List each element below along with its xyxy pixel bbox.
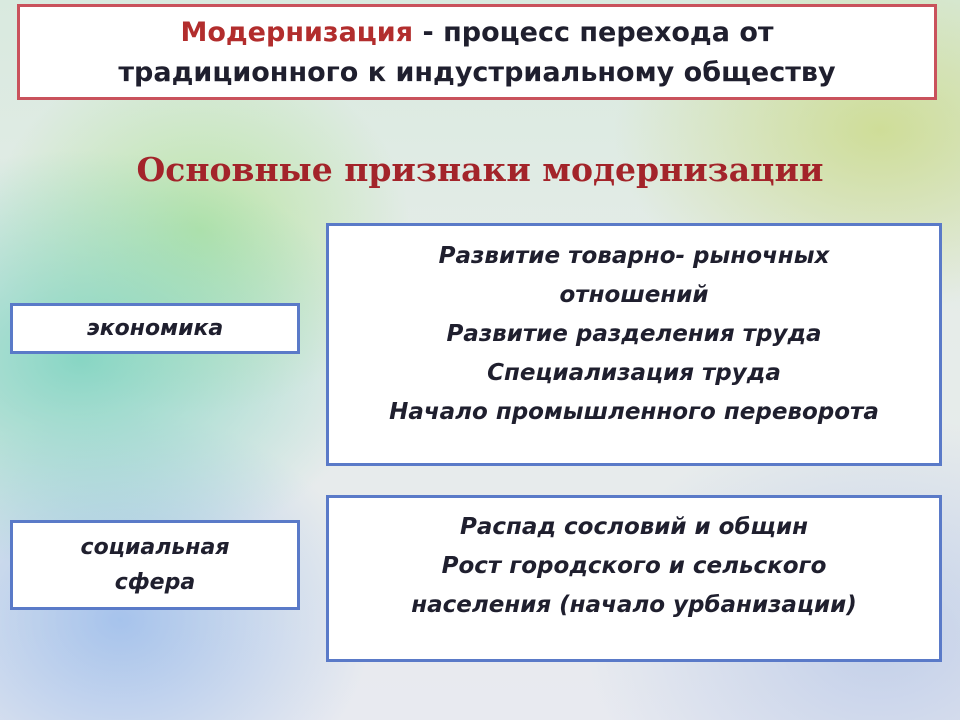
category-label-line: социальная (80, 535, 230, 560)
feature-line: Начало промышленного переворота (389, 399, 879, 425)
feature-line: Специализация труда (487, 360, 781, 386)
feature-line: отношений (559, 282, 709, 308)
definition-box (17, 4, 937, 100)
section-heading: Основные признаки модернизации (136, 150, 824, 189)
feature-line: населения (начало урбанизации) (411, 592, 857, 618)
category-label-social (10, 520, 300, 610)
feature-line: Развитие товарно- рыночных (438, 243, 830, 269)
category-label-line: экономика (86, 316, 224, 341)
feature-line: Развитие разделения труда (446, 321, 822, 347)
definition-line-2: традиционного к индустриальному обществу (118, 57, 836, 88)
definition-term: Модернизация (180, 17, 414, 48)
features-box-economy (326, 223, 942, 466)
category-label-economy (10, 303, 300, 354)
feature-line: Распад сословий и общин (460, 514, 808, 540)
definition-text-1: - процесс перехода от (413, 17, 774, 48)
definition-line-1 (20, 13, 934, 53)
features-box-social (326, 495, 942, 662)
feature-line: Рост городского и сельского (441, 553, 827, 579)
category-label-line: сфера (114, 570, 196, 595)
